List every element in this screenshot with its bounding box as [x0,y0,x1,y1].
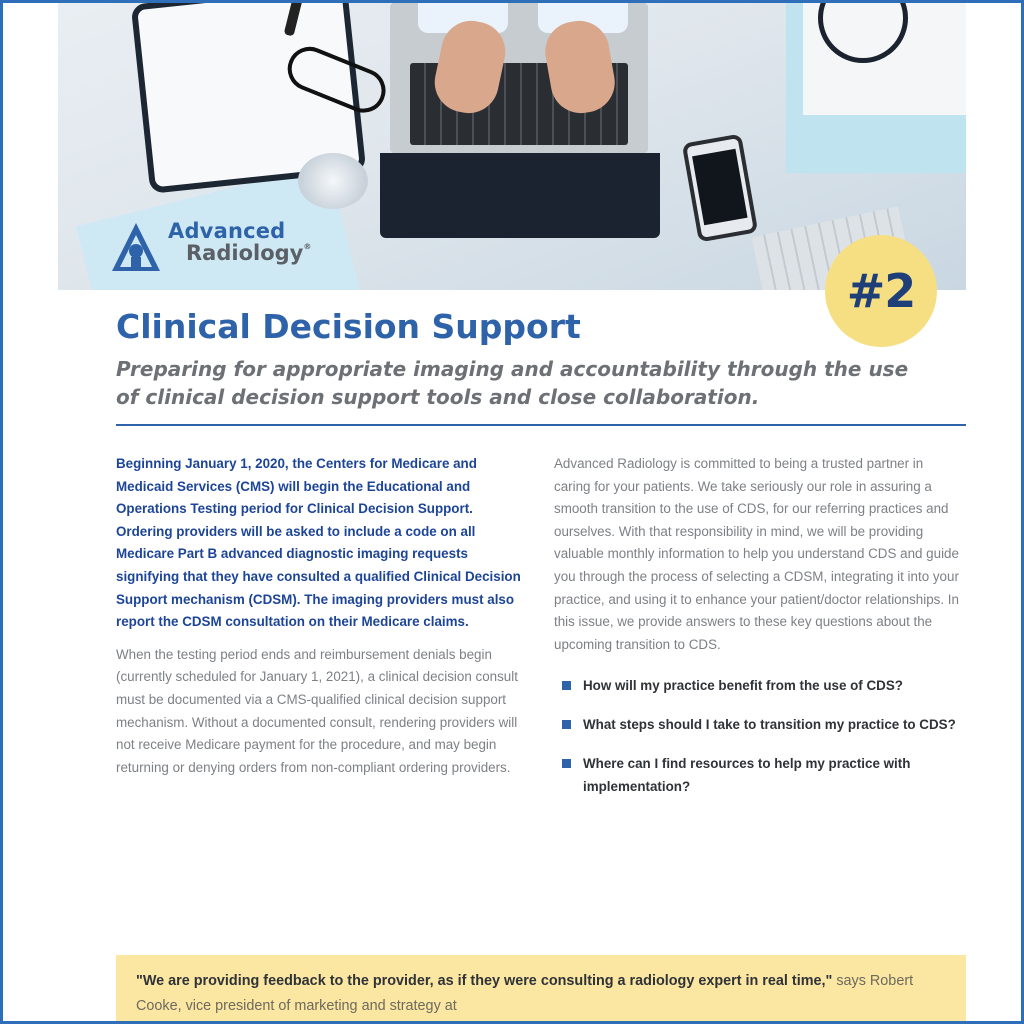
square-bullet-icon [562,681,571,690]
page-subtitle: Preparing for appropriate imaging and accountability through the use of clinical decision support tools and close collaboration. [116,357,909,409]
phone-illustration [682,134,758,243]
laptop-screen-illustration [380,153,660,238]
pull-quote-box [116,955,966,1024]
logo-mark-icon [110,221,162,273]
body-paragraph-right: Advanced Radiology is committed to being a trusted partner in caring for your patients. We take seriously our role in assuring a smooth transition to the use of CDS, for our referring practices and ourselves. With that responsibility in mind, we will be providing valuable monthly information to help you understand CDS and guide you through the process of selecting a CDSM, integrating it into your practice, and using it to enhance your patient/doctor relationships. In this issue, we provide answers to these key questions about the upcoming transition to CDS. [554,456,959,652]
issue-number-badge [825,235,937,347]
pull-quote: "We are providing feedback to the provider, as if they were consulting a radiology expert in real time," says Robert Cooke, vice president of marketing and strategy at [136,973,914,1014]
advanced-radiology-logo [110,221,311,273]
square-bullet-icon [562,720,571,729]
pen-illustration [284,3,304,36]
glasses-illustration [281,40,392,119]
list-item: How will my practice benefit from the use of CDS? [554,674,959,697]
square-bullet-icon [562,759,571,768]
logo-word-advanced: Advanced [168,219,286,243]
glass-illustration [298,153,368,209]
lead-paragraph: Beginning January 1, 2020, the Centers for Medicare and Medicaid Services (CMS) will begin the Educational and Operations Testing period for Clinical Decision Support. Ordering providers will be asked to include a code on all Medicare Part B advanced diagnostic imaging requests signifying that they have consulted a qualified Clinical Decision Support mechanism (CDSM). The imaging providers must also report the CDSM consultation on their Medicare claims. [116,456,521,630]
left-column [116,453,531,779]
right-column [554,453,959,814]
section-divider [116,424,966,426]
key-questions-list [554,674,959,798]
logo-word-radiology: Radiology® [186,241,312,265]
list-item: Where can I find resources to help my practice with implementation? [554,752,959,798]
page-title: Clinical Decision Support [116,307,581,346]
body-paragraph-left: When the testing period ends and reimbursement denials begin (currently scheduled for January 1, 2021), a clinical decision consult must be documented via a CMS-qualified clinical decision support mechanism. Without a documented consult, rendering providers will not receive Medicare payment for the procedure, and may begin returning or denying orders from non-compliant ordering providers. [116,646,518,775]
list-item: What steps should I take to transition my practice to CDS? [554,713,959,736]
issue-number: #2 [846,264,916,318]
